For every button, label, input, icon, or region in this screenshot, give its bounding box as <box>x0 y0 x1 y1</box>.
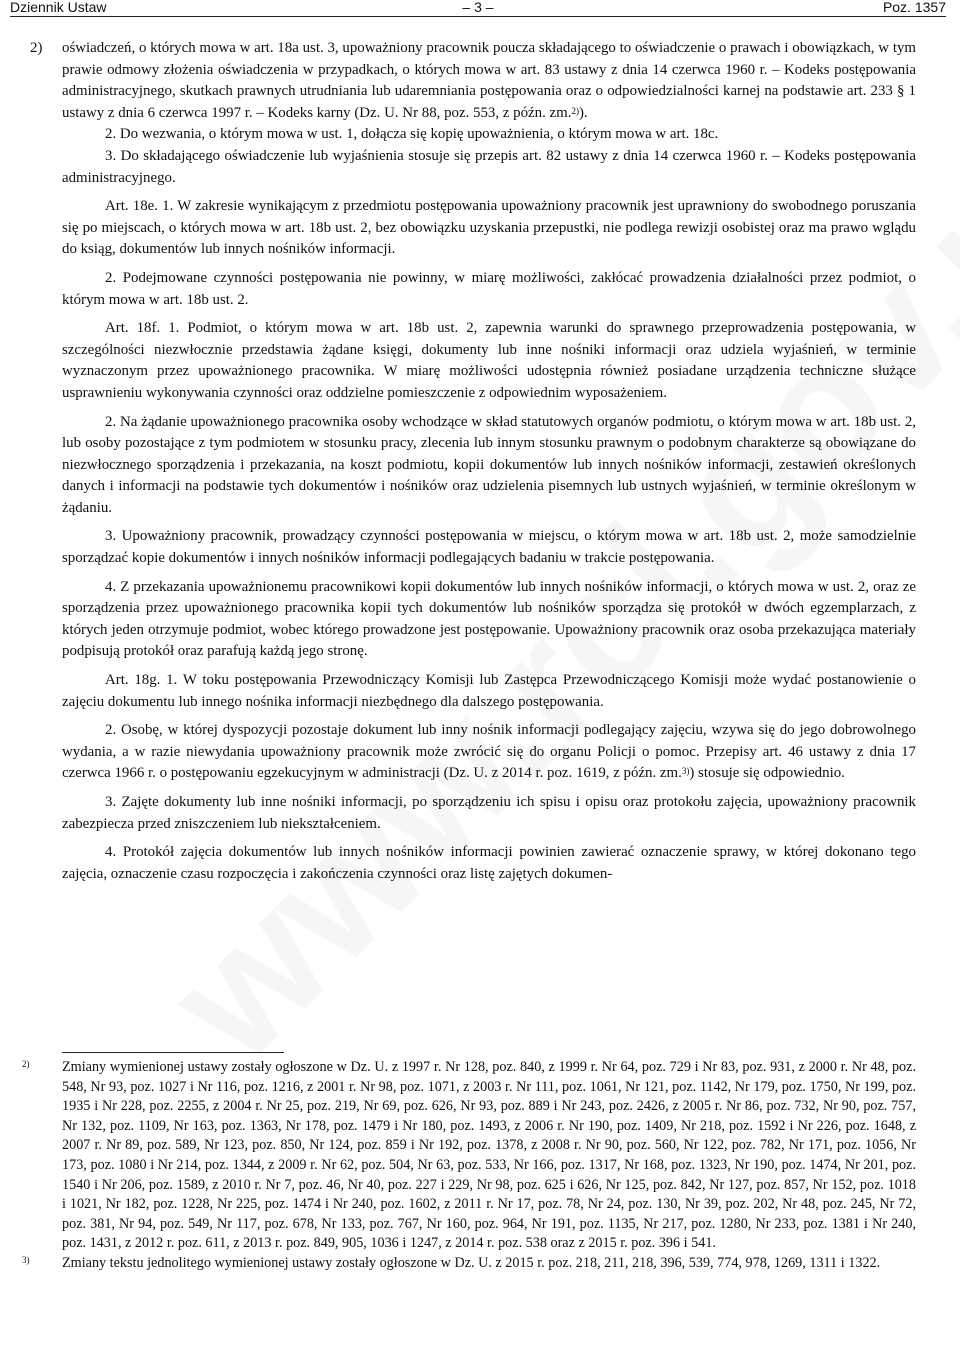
journal-title: Dziennik Ustaw <box>10 0 107 15</box>
page-number: – 3 – <box>462 0 494 15</box>
footnote-mark: 2) <box>22 1059 30 1069</box>
article-18g-2-text-a: 2. Osobę, w której dyspozycji pozostaje dokument lub inny nośnik informacji podlegający zajęciu, wzywa się do jego dobrowolnego wydania, a w razie niewydania upoważniony pracownik może zwrócić się do organu Policji o pomoc. Przepisy art. 46 ustawy z dnia 17 czerwca 1966 r. o postępowaniu egzekucyjnym w administracji (Dz. U. z 2014 r. poz. 1619, z późn. zm. <box>62 722 916 782</box>
article-18g-1: Art. 18g. 1. W toku postępowania Przewodniczący Komisji lub Zastępca Przewodniczącego Komisji może wydać postanowienie o zajęciu dokumentu lub innego nośnika informacji niezbędnego dla dalszego postępowania. <box>62 672 916 710</box>
footnote <box>22 1254 916 1274</box>
footnote-text: Zmiany wymienionej ustawy zostały ogłoszone w Dz. U. z 1997 r. Nr 128, poz. 840, z 1999 r. Nr 64, poz. 729 i Nr 83, poz. 931, z 2000 r. Nr 48, poz. 548, Nr 93, poz. 1027 i Nr 116, poz. 1216, z 2001 r. Nr 98, poz. 1071, z 2003 r. Nr 111, poz. 1061, Nr 121, poz. 1142, Nr 179, poz. 1750, Nr 199, poz. 1935 i Nr 228, poz. 2255, z 2004 r. Nr 25, poz. 219, Nr 69, poz. 626, Nr 93, poz. 889 i Nr 243, poz. 2426, z 2005 r. Nr 86, poz. 732, Nr 90, poz. 757, Nr 132, poz. 1109, Nr 163, poz. 1363, Nr 178, poz. 1479 i Nr 180, poz. 1493, z 2006 r. Nr 190, poz. 1409, Nr 218, poz. 1592 i Nr 226, poz. 1648, z 2007 r. Nr 89, poz. 589, Nr 123, poz. 850, Nr 124, poz. 859 i Nr 192, poz. 1378, z 2008 r. Nr 90, poz. 560, Nr 122, poz. 782, Nr 171, poz. 1056, Nr 173, poz. 1080 i Nr 214, poz. 1344, z 2009 r. Nr 62, poz. 504, Nr 63, poz. 533, Nr 166, poz. 1317, Nr 168, poz. 1323, Nr 190, poz. 1474, Nr 201, poz. 1540 i Nr 206, poz. 1589, z 2010 r. Nr 7, poz. 46, Nr 40, poz. 227 i 229, Nr 98, poz. 625 i 626, Nr 125, poz. 842, Nr 127, poz. 857, Nr 152, poz. 1018 i 1021, Nr 182, poz. 1228, Nr 225, poz. 1474 i Nr 240, poz. 1602, z 2011 r. Nr 17, poz. 78, Nr 24, poz. 130, Nr 39, poz. 202, Nr 48, poz. 245, Nr 72, poz. 381, Nr 94, poz. 549, Nr 117, poz. 678, Nr 133, poz. 767, Nr 160, poz. 964, Nr 191, poz. 1135, Nr 217, poz. 1280, Nr 233, poz. 1381 i Nr 240, poz. 1431, z 2012 r. poz. 611, z 2013 r. poz. 849, 905, 1036 i 1247, z 2014 r. poz. 538 oraz z 2015 r. poz. 396 i 541. <box>62 1059 916 1252</box>
footnote-ref: 2) <box>571 105 579 116</box>
article-18f-1: Art. 18f. 1. Podmiot, o którym mowa w art. 18b ust. 2, zapewnia warunki do sprawnego przeprowadzenia postępowania, w szczególności niezwłocznie przedstawia żądane księgi, dokumenty lub inne nośniki informacji oraz udziela wyjaśnień, w terminie wyznaczonym przez upoważnionego pracownika. W miarę możliwości udostępnia również posiadane urządzenia techniczne służące usprawnieniu wykonywania czynności oraz oddzielne pomieszczenie z odpowiednim wyposażeniem. <box>62 320 916 401</box>
list-item-number: 2) <box>30 40 43 56</box>
position-number: Poz. 1357 <box>882 0 946 15</box>
article-18g-2-text-b: ) stosuje się odpowiednio. <box>689 765 845 782</box>
article-18f-3: 3. Upoważniony pracownik, prowadzący czynności postępowania w miejscu, o którym mowa w art. 18b ust. 2, może samodzielnie sporządzać kopie dokumentów i innych nośników informacji podlegających badaniu w trakcie postępowania. <box>62 528 916 567</box>
article-18g-4: 4. Protokół zajęcia dokumentów lub innych nośników informacji powinien zawierać oznaczenie sprawy, w której dokonano tego zajęcia, oznaczenie czasu rozpoczęcia i zakończenia czynności oraz listę zajętych dokumen- <box>62 844 916 882</box>
document-body <box>30 38 916 885</box>
footnote-divider <box>62 1052 284 1053</box>
article-18g-3: 3. Zajęte dokumenty lub inne nośniki informacji, po sporządzeniu ich spisu i opisu oraz protokołu zajęcia, upoważniony pracownik zabezpiecza przed zniszczeniem lub niekształceniem. <box>62 794 916 832</box>
paragraph-ust3: 3. Do składającego oświadczenie lub wyjaśnienia stosuje się przepis art. 82 ustawy z dnia 14 czerwca 1960 r. – Kodeks postępowania administracyjnego. <box>62 147 916 186</box>
list-item <box>30 38 916 124</box>
paragraph-ust2: 2. Do wezwania, o którym mowa w ust. 1, dołącza się kopię upoważnienia, o którym mowa w art. 18c. <box>105 126 719 143</box>
article-18g-2 <box>62 720 916 785</box>
article-18e-1: Art. 18e. 1. W zakresie wynikającym z przedmiotu postępowania upoważniony pracownik jest uprawniony do swobodnego poruszania się po miejscach, o których mowa w art. 18b ust. 2, bez obowiązku uzyskania przepustki, nie podlega rewizji osobistej oraz ma prawo wglądu do ksiąg, dokumentów lub innych nośników informacji. <box>62 198 916 258</box>
list-item-text-a: oświadczeń, o których mowa w art. 18a ust. 3, upoważniony pracownik poucza składającego to oświadczenie o prawach i obowiązkach, w tym prawie odmowy złożenia oświadczenia w przypadkach, o których mowa w art. 83 ustawy z dnia 14 czerwca 1960 r. – Kodeks postępowania administracyjnego, skutkach prawnych utrudniania lub udaremniania postępowania oraz o odpowiedzialności karnej na podstawie art. 233 § 1 ustawy z dnia 6 czerwca 1997 r. – Kodeks karny (Dz. U. Nr 88, poz. 553, z późn. zm. <box>62 40 916 121</box>
article-18e-2: 2. Podejmowane czynności postępowania nie powinny, w miarę możliwości, zakłócać prowadzenia działalności przez podmiot, o którym mowa w art. 18b ust. 2. <box>62 269 916 308</box>
article-18f-2: 2. Na żądanie upoważnionego pracownika osoby wchodzące w skład statutowych organów podmiotu, o którym mowa w art. 18b ust. 2, lub osoby pozostające z tym podmiotem w stosunku pracy, zlecenia lub innym stosunku prawnym o podobnym charakterze są obowiązane do niezwłocznego sporządzenia i przekazania, na koszt podmiotu, kopii dokumentów lub innych nośników informacji, zestawień określonych danych i informacji na podstawie tych dokumentów i nośników oraz udzielenia pisemnych lub ustnych wyjaśnień, w terminie określonym w żądaniu. <box>62 413 916 516</box>
footnote <box>22 1058 916 1254</box>
footnote-ref: 3) <box>681 766 690 777</box>
footnote-mark: 3) <box>22 1254 30 1265</box>
article-18f-4: 4. Z przekazania upoważnionemu pracownikowi kopii dokumentów lub innych nośników informacji, o których mowa w ust. 2, oraz ze sporządzenia przez upoważnionego pracownika kopii tych dokumentów lub nośników sporządza się protokół w dwóch egzemplarzach, z których jeden otrzymuje podmiot, wobec którego prowadzone jest postępowanie. Upoważniony pracownik oraz osoba przekazująca materiały podpisują protokół oraz parafują każdą jego stronę. <box>62 578 916 660</box>
page-header <box>10 0 946 17</box>
footnote-text: Zmiany tekstu jednolitego wymienionej ustawy zostały ogłoszone w Dz. U. z 2015 r. poz. 218, 211, 218, 396, 539, 774, 978, 1269, 1311 i 1322. <box>62 1254 881 1271</box>
list-item-text-b: ). <box>578 104 588 121</box>
footnotes <box>22 1058 916 1274</box>
